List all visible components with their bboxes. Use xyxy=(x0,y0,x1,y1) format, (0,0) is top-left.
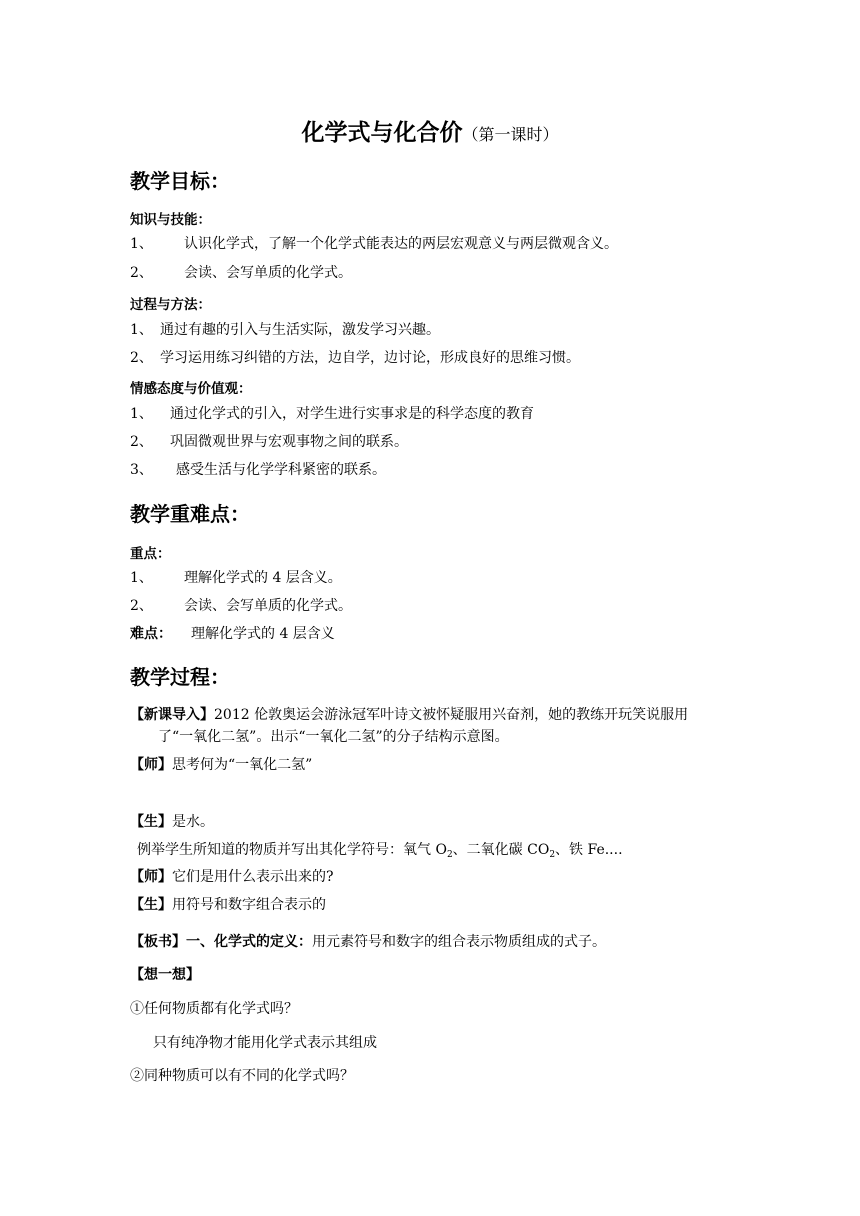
difficult-label: 难点： xyxy=(130,626,172,642)
process-item-2: 2、 学习运用练习纠错的方法，边自学，边讨论，形成良好的思维习惯。 xyxy=(130,350,580,366)
knowledge-item-1: 1、 认识化学式，了解一个化学式能表达的两层宏观意义与两层微观含义。 xyxy=(130,236,618,252)
title-sub: （第一课时） xyxy=(462,125,559,144)
answer-1: 只有纯净物才能用化学式表示其组成 xyxy=(153,1035,377,1051)
board-definition: 【板书】一、化学式的定义：用元素符号和数字的组合表示物质组成的式子。 xyxy=(130,934,606,950)
student-tag: 【生】 xyxy=(130,814,172,830)
emotion-item-3: 3、 感受生活与化学学科紧密的联系。 xyxy=(130,462,386,478)
question-2: ②同种物质可以有不同的化学式吗？ xyxy=(130,1068,354,1084)
keypoints-heading: 教学重难点： xyxy=(130,502,250,526)
key-label: 重点： xyxy=(130,546,171,562)
teacher-question-1: 【师】思考何为“一氧化二氢” xyxy=(130,757,313,773)
teaching-process-heading: 教学过程： xyxy=(130,665,230,689)
emotion-label: 情感态度与价值观： xyxy=(130,381,252,397)
process-item-1: 1、 通过有趣的引入与生活实际，激发学习兴趣。 xyxy=(130,322,440,338)
key-item-1: 1、 理解化学式的 4 层含义。 xyxy=(130,570,342,586)
difficult-point: 难点： 理解化学式的 4 层含义 xyxy=(130,626,335,642)
example-line: 例举学生所知道的物质并写出其化学符号：氧气 $O_2$、二氧化碳 $CO_2$、铁 Fe.... xyxy=(137,842,623,860)
think-tag: 【想一想】 xyxy=(130,967,200,983)
title-main: 化学式与化合价 xyxy=(301,120,463,146)
knowledge-item-2: 2、 会读、会写单质的化学式。 xyxy=(130,265,352,281)
teacher-question-2: 【师】它们是用什么表示出来的? xyxy=(130,869,334,885)
knowledge-label: 知识与技能： xyxy=(130,212,211,228)
intro-line-2: 了“一氧化二氢”。出示“一氧化二氢”的分子结构示意图。 xyxy=(158,729,509,745)
student-answer-2: 【生】用符号和数字组合表示的 xyxy=(130,897,326,913)
objectives-heading: 教学目标： xyxy=(130,169,230,193)
board-tag: 【板书】 xyxy=(130,934,186,950)
document-title xyxy=(0,114,860,147)
process-method-label: 过程与方法： xyxy=(130,297,211,313)
question-1: ①任何物质都有化学式吗？ xyxy=(130,1001,298,1017)
intro-line-1: 【新课导入】2012 伦敦奥运会游泳冠军叶诗文被怀疑服用兴奋剂，她的教练开玩笑说服用 xyxy=(130,707,689,723)
board-title: 一、化学式的定义： xyxy=(186,934,312,950)
intro-tag: 【新课导入】 xyxy=(130,707,214,723)
emotion-item-1: 1、 通过化学式的引入，对学生进行实事求是的科学态度的教育 xyxy=(130,406,534,422)
emotion-item-2: 2、 巩固微观世界与宏观事物之间的联系。 xyxy=(130,434,408,450)
key-item-2: 2、 会读、会写单质的化学式。 xyxy=(130,598,352,614)
teacher-tag: 【师】 xyxy=(130,757,172,773)
student-answer-1: 【生】是水。 xyxy=(130,814,214,830)
